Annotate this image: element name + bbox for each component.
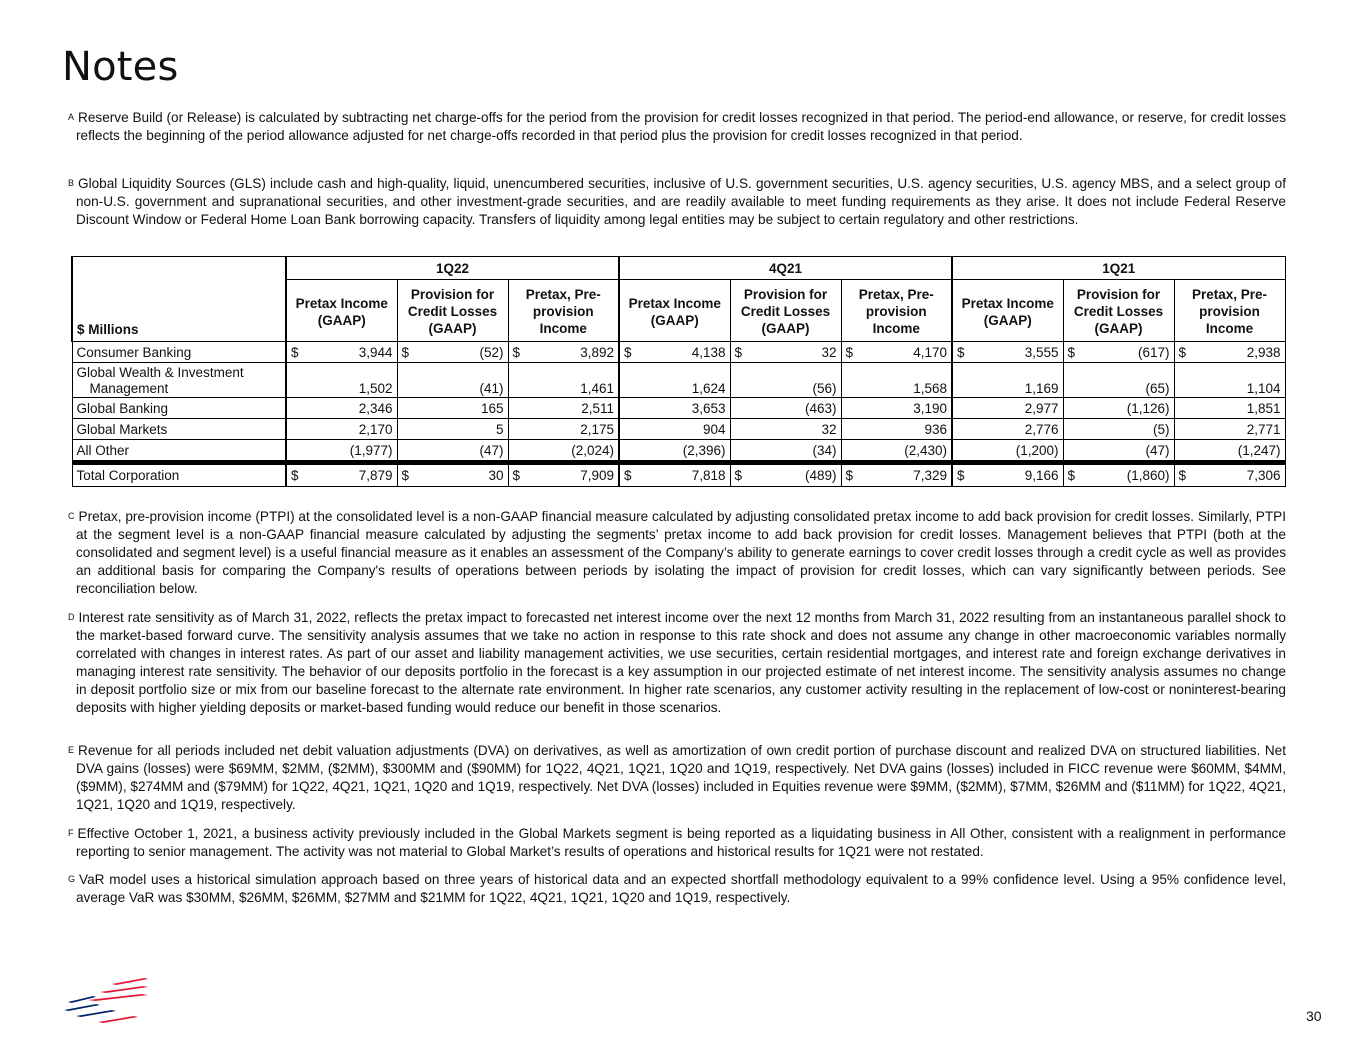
note-g-marker: G [68,874,76,884]
cell-value: 30 [488,468,504,483]
note-e-marker: E [68,745,75,755]
cell-value: (2,024) [571,442,614,458]
table-cell [286,342,397,363]
col-ptpi-4q21: Pretax, Pre-provision Income [841,280,952,342]
logo-stripe [112,978,148,985]
col-pretax-income-1q21: Pretax Income (GAAP) [952,280,1063,342]
table-cell [619,463,730,487]
row-label-text: Global Banking [76,400,169,416]
col-pretax-income-1q22: Pretax Income (GAAP) [286,280,397,342]
table-row [72,419,1285,440]
cell-value: (47) [479,442,504,458]
cell-value: 7,306 [1246,468,1281,483]
table-cell [730,440,841,463]
currency-symbol: $ [624,468,632,483]
table-cell [286,440,397,463]
group-1q21: 1Q21 [952,257,1285,280]
col-provision-1q21: Provision for Credit Losses (GAAP) [1063,280,1174,342]
table-cell [619,440,730,463]
table-cell [286,363,397,398]
table-cell [730,419,841,440]
cell-value: 9,166 [1024,468,1059,483]
cell-value: 1,461 [580,381,614,396]
row-label-text: Global Wealth & Investment [76,365,244,380]
table-cell [1063,463,1174,487]
cell-value: 1,568 [913,381,947,396]
row-label-text: Total Corporation [76,468,180,483]
note-b-marker: B [68,178,75,188]
cell-value: (41) [479,381,504,396]
table-cell [1174,363,1285,398]
cell-value: (47) [1145,442,1170,458]
logo-stripe [98,1016,138,1023]
col-pretax-income-4q21: Pretax Income (GAAP) [619,280,730,342]
cell-value: 7,329 [913,468,947,483]
note-d [68,609,1286,717]
page-number: 30 [1306,1008,1322,1024]
table-total-row [72,463,1285,487]
table-cell [952,342,1063,363]
currency-symbol: $ [512,468,521,483]
note-b [68,175,1286,229]
note-g [68,871,1286,907]
table-cell [508,463,619,487]
table-cell [286,419,397,440]
col-provision-1q22: Provision for Credit Losses (GAAP) [397,280,508,342]
table-cell [952,463,1063,487]
table-cell [952,440,1063,463]
cell-value: 3,190 [913,400,947,416]
cell-value: 2,346 [358,400,393,416]
col-ptpi-1q22: Pretax, Pre-provision Income [508,280,619,342]
cell-value: 3,555 [1024,344,1059,360]
table-cell [1174,398,1285,419]
table-cell [1063,363,1174,398]
note-c [68,508,1286,598]
cell-value: 1,169 [1024,381,1059,396]
table-cell [730,342,841,363]
cell-value: (489) [804,468,837,483]
table-cell [952,419,1063,440]
table-cell [841,419,952,440]
cell-value: 3,892 [580,344,614,360]
cell-value: (463) [804,400,837,416]
cell-value: 3,944 [358,344,393,360]
table-corner-label: $ Millions [72,257,286,342]
note-f-marker: F [68,828,74,838]
table-cell [841,440,952,463]
cell-value: 1,624 [691,381,726,396]
note-g-text: VaR model uses a historical simulation approach based on three years of historical data and an expected shortfall methodology equivalent to a 99% confidence level. Using a 95% confidence level, average VaR was $30MM, $26MM, $26MM, $27MM and $21MM for 1Q22, 4Q21, 1Q21, 1Q20 and 1Q19, respectively. [76,872,1286,905]
cell-value: 1,104 [1246,381,1281,396]
currency-symbol: $ [1067,468,1076,483]
row-label [72,463,286,487]
note-a-text: Reserve Build (or Release) is calculated by subtracting net charge-offs for the period from the provision for credit losses recognized in that period. The period-end allowance, or reserve, for credit losses reflects the beginning of the period allowance adjusted for net charge-offs recorded in that period plus the provision for credit losses recognized in that period. [76,110,1286,143]
cell-value: (52) [479,344,504,360]
note-f [68,825,1286,861]
cell-value: 936 [924,421,947,437]
bank-flag-logo-icon [62,976,160,1028]
table-cell [619,419,730,440]
currency-symbol: $ [734,344,743,360]
cell-value: 165 [480,400,504,416]
note-f-text: Effective October 1, 2021, a business activity previously included in the Global Markets segment is being reported as a liquidating business in All Other, consistent with a realignment in performance reporting to senior management. The activity was not material to Global Market’s results of operations and historical results for 1Q21 were not restated. [76,826,1286,859]
group-1q22: 1Q22 [286,257,619,280]
cell-value: 2,776 [1024,421,1059,437]
ptpi-table [71,256,1286,487]
cell-value: (1,200) [1015,442,1059,458]
table-row [72,363,1285,398]
cell-value: 7,879 [358,468,393,483]
table-row [72,342,1285,363]
row-label [72,398,286,419]
table-cell [508,398,619,419]
note-a-marker: A [68,112,75,122]
table-cell [841,363,952,398]
cell-value: 32 [821,421,837,437]
cell-value: 2,511 [581,400,614,416]
cell-value: (5) [1153,421,1170,437]
cell-value: (617) [1137,344,1170,360]
currency-symbol: $ [291,468,299,483]
table-cell [952,363,1063,398]
cell-value: 1,502 [358,381,393,396]
row-label-text: Consumer Banking [76,344,192,360]
table-row [72,440,1285,463]
table-cell [730,463,841,487]
table-cell [619,363,730,398]
cell-value: 4,138 [691,344,726,360]
note-e [68,742,1286,814]
table-cell [730,363,841,398]
table-cell [1063,440,1174,463]
table-row [72,398,1285,419]
table-cell [841,342,952,363]
note-c-text: Pretax, pre-provision income (PTPI) at the consolidated level is a non-GAAP financial measure calculated by adjusting consolidated pretax income to add back provision for credit losses. Similarly, PTPI at the segment level is a non-GAAP financial measure calculated by adjusting the segments’ pretax income to add back provision for credit losses. Management believes that PTPI (both at the consolidated and segment level) is a useful financial measure as it enables an assessment of the Company’s ability to generate earnings to cover credit losses through a credit cycle as well as provides an additional basis for comparing the Company's results of operations between periods by isolating the impact of provision for credit losses, which can vary significantly between periods. See reconciliation below. [76,509,1286,596]
cell-value: (34) [812,442,837,458]
table-cell [1063,398,1174,419]
row-label [72,440,286,463]
cell-value: (1,247) [1237,442,1281,458]
cell-value: 2,938 [1246,344,1281,360]
row-label-text: Global Markets [76,421,168,437]
cell-value: (65) [1145,381,1170,396]
cell-value: 1,851 [1246,400,1281,416]
cell-value: 5 [495,421,504,437]
table-cell [1174,342,1285,363]
note-a [68,109,1286,145]
table-cell [397,398,508,419]
currency-symbol: $ [845,468,854,483]
table-cell [619,398,730,419]
cell-value: 2,977 [1024,400,1059,416]
table-cell [397,463,508,487]
table-cell [286,463,397,487]
cell-value: (1,977) [349,442,393,458]
cell-value: (56) [812,381,837,396]
cell-value: 3,653 [691,400,726,416]
currency-symbol: $ [957,344,965,360]
logo-stripe [64,1004,100,1011]
page-title: Notes [62,44,179,90]
table-cell [1174,419,1285,440]
note-d-marker: D [68,612,75,622]
currency-symbol: $ [957,468,965,483]
table-cell [841,463,952,487]
currency-symbol: $ [624,344,632,360]
col-provision-4q21: Provision for Credit Losses (GAAP) [730,280,841,342]
logo-stripe [68,996,96,1003]
table-cell [508,419,619,440]
row-label [72,342,286,363]
cell-value: (2,430) [904,442,947,458]
table-cell [508,363,619,398]
cell-value: (1,126) [1126,400,1170,416]
currency-symbol: $ [512,344,521,360]
currency-symbol: $ [845,344,854,360]
table-cell [508,440,619,463]
cell-value: 2,771 [1246,421,1281,437]
cell-value: 32 [821,344,837,360]
table-cell [1174,440,1285,463]
note-d-text: Interest rate sensitivity as of March 31, 2022, reflects the pretax impact to forecasted net interest income over the next 12 months from March 31, 2022 resulting from an instantaneous parallel shock to the market-based forward curve. The sensitivity analysis assumes that we take no action in response to this rate shock and does not assume any change in other macroeconomic variables normally correlated with changes in interest rates. As part of our asset and liability management activities, we use securities, certain residential mortgages, and interest rate and foreign exchange derivatives in managing interest rate sensitivity. The behavior of our deposits portfolio in the forecast is a key assumption in our projected estimate of net interest income. The sensitivity analysis assumes no change in deposit portfolio size or mix from our baseline forecast to the alternate rate environment. In higher rate scenarios, any customer activity resulting in the replacement of low-cost or noninterest-bearing deposits with higher yielding deposits or market-based funding would reduce our benefit in those scenarios. [76,610,1286,715]
currency-symbol: $ [1067,344,1076,360]
note-e-text: Revenue for all periods included net debit valuation adjustments (DVA) on derivatives, as well as amortization of own credit portion of purchase discount and realized DVA on structured liabilities. Net DVA gains (losses) were $69MM, $2MM, ($2MM), $300MM and ($90MM) for 1Q22, 4Q21, 1Q21, 1Q20 and 1Q19, respectively. Net DVA gains (losses) included in FICC revenue were $60MM, $4MM, ($9MM), $274MM and ($79MM) for 1Q22, 4Q21, 1Q21, 1Q20 and 1Q19, respectively. Net DVA (losses) included in Equities revenue were $9MM, ($2MM), $7MM, $26MM and ($11MM) for 1Q22, 4Q21, 1Q21, 1Q20 and 1Q19, respectively. [76,743,1286,812]
logo-stripe [100,986,148,993]
cell-value: 7,818 [691,468,726,483]
currency-symbol: $ [1178,344,1187,360]
table-cell [619,342,730,363]
table-cell [397,342,508,363]
currency-symbol: $ [401,344,410,360]
row-label-text-continued: Management [89,381,169,396]
currency-symbol: $ [734,468,743,483]
cell-value: (1,860) [1126,468,1170,483]
cell-value: 4,170 [913,344,947,360]
table-cell [397,440,508,463]
currency-symbol: $ [291,344,299,360]
table-cell [952,398,1063,419]
note-c-marker: C [68,511,75,521]
logo-stripe [76,1010,116,1017]
table-cell [397,419,508,440]
table-cell [286,398,397,419]
row-label [72,419,286,440]
currency-symbol: $ [1178,468,1187,483]
cell-value: 2,170 [358,421,393,437]
cell-value: 2,175 [580,421,614,437]
group-4q21: 4Q21 [619,257,952,280]
table-cell [1174,463,1285,487]
table-cell [730,398,841,419]
cell-value: 904 [702,421,726,437]
table-cell [508,342,619,363]
col-ptpi-1q21: Pretax, Pre-provision Income [1174,280,1285,342]
row-label-text: All Other [76,442,130,458]
cell-value: (2,396) [682,442,726,458]
row-label [72,363,286,398]
currency-symbol: $ [401,468,410,483]
table-cell [1063,419,1174,440]
note-b-text: Global Liquidity Sources (GLS) include cash and high-quality, liquid, unencumbered securities, inclusive of U.S. government securities, U.S. agency securities, U.S. agency MBS, and a select group of non-U.S. government and supranational securities, and other investment-grade securities, and are readily available to meet funding requirements as they arise. It does not include Federal Reserve Discount Window or Federal Home Loan Bank borrowing capacity. Transfers of liquidity among legal entities may be subject to certain regulatory and other restrictions. [76,176,1286,227]
logo-stripe [88,994,148,1001]
table-group-header-row [72,257,1285,280]
table-cell [1063,342,1174,363]
table-cell [841,398,952,419]
table-cell [397,363,508,398]
cell-value: 7,909 [580,468,614,483]
